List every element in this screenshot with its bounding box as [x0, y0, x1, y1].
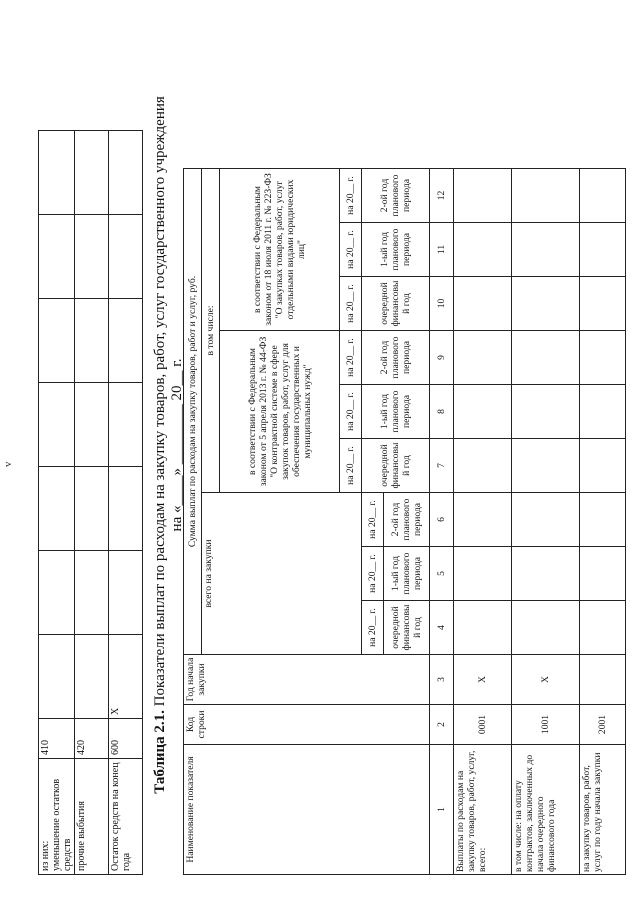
row-year: X — [512, 655, 580, 705]
column-number: 11 — [430, 223, 454, 277]
row-code: 410 — [39, 719, 75, 759]
purchase-payments-table — [183, 168, 626, 875]
year-label: на 20__ г. — [340, 277, 362, 331]
row-code: 420 — [75, 719, 109, 759]
row-name: прочие выбытия — [75, 759, 109, 875]
row-code: 600 — [109, 719, 143, 759]
period-current: очередной финансовы й год — [362, 277, 430, 331]
page-mark: v — [2, 461, 14, 467]
year-label: на 20__ г. — [340, 223, 362, 277]
period-current: очередной финансовы й год — [362, 439, 430, 493]
column-number: 5 — [430, 547, 454, 601]
period-first: 1-ый год планового периода — [362, 385, 430, 439]
table-title — [152, 65, 186, 825]
year-label: на 20__ г. — [362, 493, 384, 547]
row-code: 2001 — [580, 705, 626, 745]
table-number: Таблица 2.1. — [152, 710, 168, 794]
header-total: всего на закупки — [202, 493, 362, 655]
year-label: на 20__ г. — [362, 547, 384, 601]
year-label: на 20__ г. — [340, 385, 362, 439]
row-code: 1001 — [512, 705, 580, 745]
table-row — [580, 169, 626, 875]
table-row — [454, 169, 512, 875]
column-numbers-row — [430, 169, 454, 875]
header-indicator: Наименование показателя — [184, 745, 430, 875]
column-number: 4 — [430, 601, 454, 655]
balance-table — [38, 130, 143, 875]
column-number: 12 — [430, 169, 454, 223]
row-mark — [75, 635, 109, 719]
title-date: на «____» ________ 20__ г. — [169, 358, 185, 532]
row-mark — [39, 635, 75, 719]
period-second: 2-ой год планового периода — [362, 331, 430, 385]
period-first: 1-ый год планового периода — [384, 547, 430, 601]
row-year: X — [454, 655, 512, 705]
title-text: Показатели выплат по расходам на закупку товаров, работ, услуг государственного учреждения — [152, 96, 168, 711]
header-code: Код строки — [184, 705, 430, 745]
year-label: на 20__ г. — [340, 169, 362, 223]
year-label: на 20__ г. — [340, 439, 362, 493]
table-row — [109, 131, 143, 875]
header-sum: Сумма выплат по расходам на закупку товаров, работ и услуг, руб. — [184, 169, 202, 655]
row-year — [580, 655, 626, 705]
period-second: 2-ой год планового периода — [362, 169, 430, 223]
period-second: 2-ой год планового периода — [384, 493, 430, 547]
row-name: Остаток средств на конец года — [109, 759, 143, 875]
column-number: 8 — [430, 385, 454, 439]
column-number: 7 — [430, 439, 454, 493]
row-name: из них: уменьшение остатков средств — [39, 759, 75, 875]
row-code: 0001 — [454, 705, 512, 745]
column-number: 10 — [430, 277, 454, 331]
row-name: на закупку товаров, работ, услуг по году начала закупки — [580, 745, 626, 875]
header-law-44: в соответствии с Федеральным законом от 5 апреля 2013 г. № 44-ФЗ "О контрактной системе в сфере закупок товаров, работ, услуг для обеспечения государственных и муниципальных нужд" — [220, 331, 340, 493]
table-row — [75, 131, 109, 875]
row-name: в том числе: на оплату контрактов, заключенных до начала очередного финансового года — [512, 745, 580, 875]
year-label: на 20__ г. — [340, 331, 362, 385]
table-row — [39, 131, 75, 875]
period-current: очередной финансовы й год — [384, 601, 430, 655]
row-mark: X — [109, 635, 143, 719]
row-name: Выплаты по расходам на закупку товаров, работ, услуг, всего: — [454, 745, 512, 875]
header-including: в том числе: — [202, 169, 220, 493]
header-year: Год начала закупки — [184, 655, 430, 705]
column-number: 3 — [430, 655, 454, 705]
column-number: 2 — [430, 705, 454, 745]
header-row — [184, 169, 202, 875]
column-number: 6 — [430, 493, 454, 547]
column-number: 9 — [430, 331, 454, 385]
column-number: 1 — [430, 745, 454, 875]
header-law-223: в соответствии с Федеральным законом от 18 июля 2011 г. № 223-ФЗ "О закупках товаров, работ, услуг отдельными видами юридических лиц" — [220, 169, 340, 331]
period-first: 1-ый год планового периода — [362, 223, 430, 277]
year-label: на 20__ г. — [362, 601, 384, 655]
table-row — [512, 169, 580, 875]
